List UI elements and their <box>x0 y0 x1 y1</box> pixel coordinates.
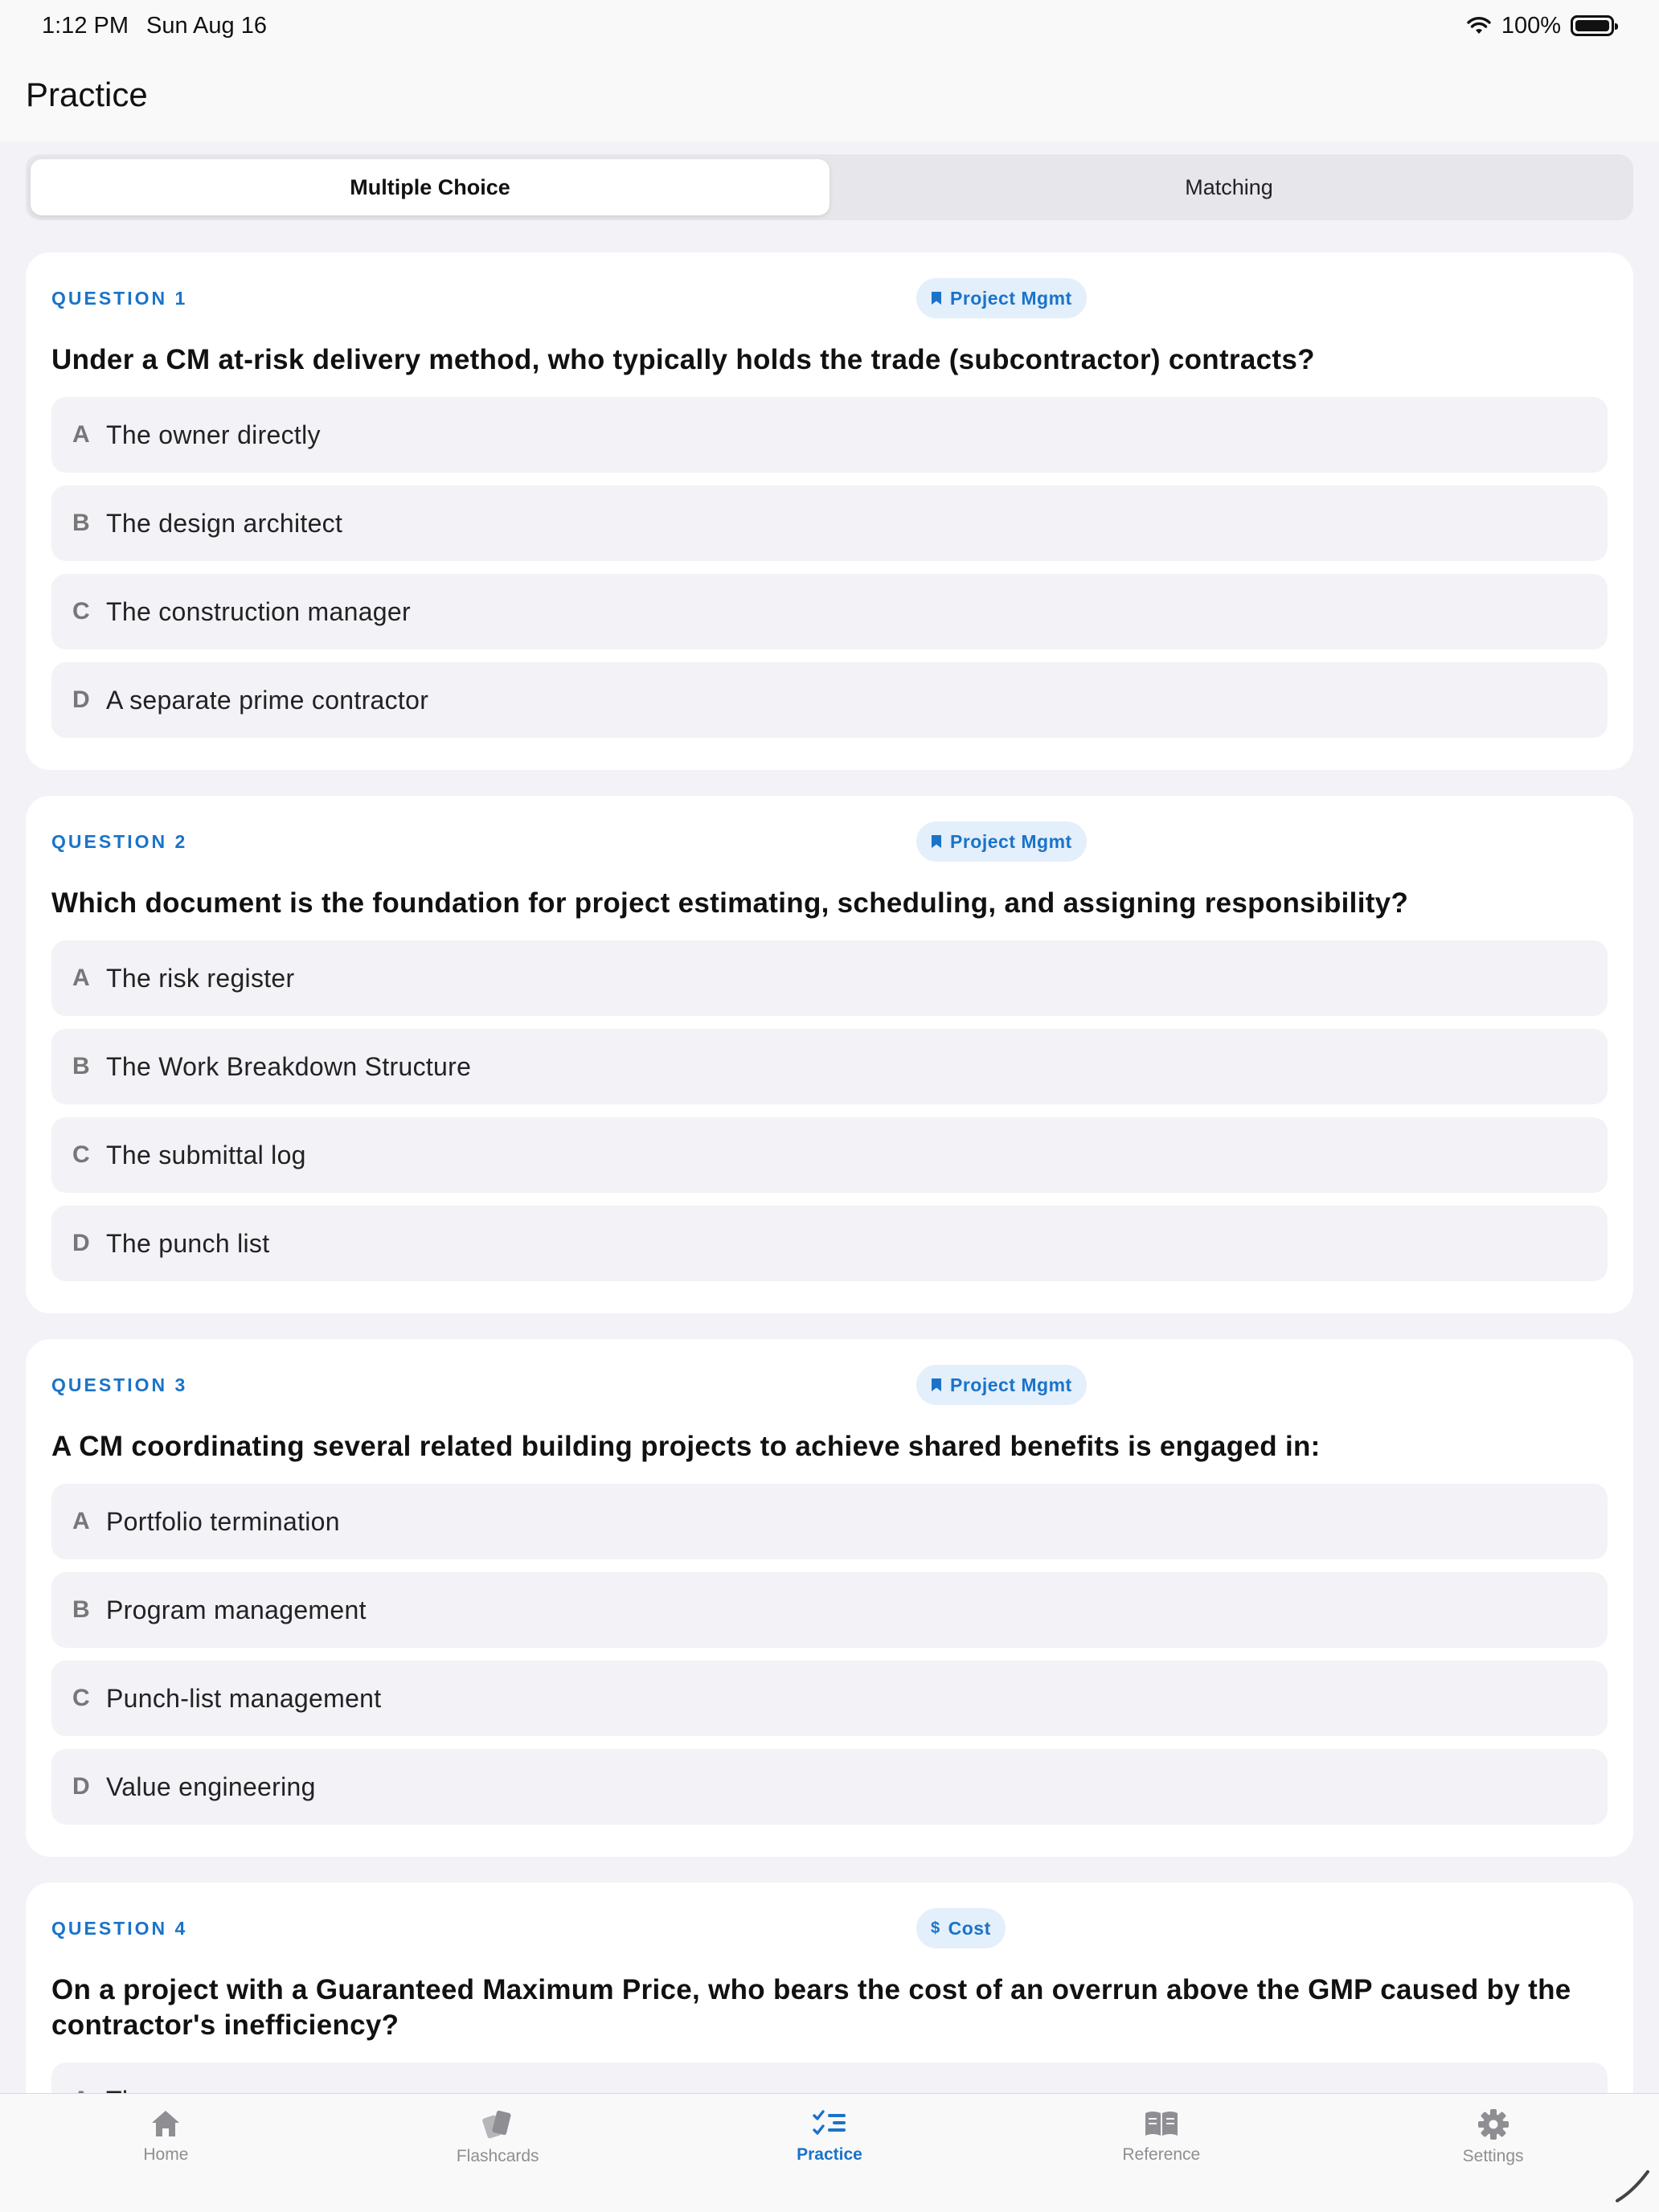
answer-option[interactable] <box>51 1029 1608 1104</box>
option-letter: D <box>72 1230 90 1256</box>
question-number: QUESTION 4 <box>51 1918 188 1939</box>
option-letter: B <box>72 1596 90 1623</box>
tab-reference[interactable] <box>995 2094 1327 2212</box>
nav-header <box>0 51 1659 141</box>
option-letter: C <box>72 1685 90 1711</box>
tab-practice[interactable] <box>664 2094 996 2212</box>
category-tag <box>916 1365 1087 1405</box>
answer-option[interactable] <box>51 1484 1608 1559</box>
question-card <box>26 1339 1633 1857</box>
option-text: The owner directly <box>106 420 321 449</box>
tab-settings[interactable] <box>1327 2094 1659 2212</box>
answer-option[interactable] <box>51 574 1608 649</box>
category-tag <box>916 821 1087 862</box>
answer-option[interactable] <box>51 1206 1608 1281</box>
page-title: Practice <box>26 76 148 113</box>
option-letter: A <box>72 1508 90 1534</box>
category-tag-label: Project Mgmt <box>950 1374 1072 1395</box>
scribble-indicator-icon <box>1612 2164 1654 2206</box>
question-number: QUESTION 2 <box>51 831 188 852</box>
answer-option[interactable] <box>51 1749 1608 1825</box>
status-time: 1:12 PM <box>42 12 129 39</box>
tab-home[interactable] <box>0 2094 332 2212</box>
option-text: A separate prime contractor <box>106 685 429 715</box>
option-text: The Work Breakdown Structure <box>106 1051 472 1081</box>
option-text: The risk register <box>106 963 295 993</box>
category-tag-label: Project Mgmt <box>950 830 1072 852</box>
answer-option[interactable] <box>51 485 1608 561</box>
question-text: Under a CM at-risk delivery method, who typically holds the trade (subcontractor) contracts? <box>51 344 1315 375</box>
option-text: Punch-list management <box>106 1683 382 1713</box>
status-left <box>42 13 267 39</box>
answer-option[interactable] <box>51 1117 1608 1193</box>
status-bar <box>0 0 1659 51</box>
option-letter: C <box>72 1141 90 1168</box>
tab-reference-label: Reference <box>1122 2145 1201 2164</box>
option-text: The construction manager <box>106 596 411 626</box>
option-text: The submittal log <box>106 1140 306 1169</box>
option-letter: A <box>72 965 90 991</box>
question-card <box>26 252 1633 770</box>
tab-practice-label: Practice <box>797 2145 862 2164</box>
category-tag <box>916 1908 1006 1948</box>
status-right <box>1466 13 1614 39</box>
category-tag-label: Cost <box>948 1917 991 1939</box>
category-tag <box>916 278 1087 318</box>
tab-bar <box>0 2093 1659 2212</box>
question-card <box>26 1882 1633 2093</box>
option-text: Value engineering <box>106 1772 316 1801</box>
question-card <box>26 796 1633 1313</box>
battery-icon <box>1571 15 1614 36</box>
gear-icon <box>1477 2108 1509 2140</box>
segment-multiple-choice[interactable]: Multiple Choice <box>31 159 830 215</box>
option-letter: D <box>72 1773 90 1800</box>
answer-option[interactable] <box>51 1661 1608 1736</box>
battery-percent: 100% <box>1501 12 1561 39</box>
option-text: The punch list <box>106 1228 270 1258</box>
answer-option[interactable] <box>51 940 1608 1016</box>
tab-settings-label: Settings <box>1462 2147 1524 2165</box>
house-icon <box>150 2108 182 2139</box>
status-date: Sun Aug 16 <box>146 12 267 39</box>
checklist-icon <box>812 2108 847 2139</box>
tab-home-label: Home <box>143 2145 189 2164</box>
cards-icon <box>480 2108 515 2140</box>
dollar-icon: $ <box>931 1919 940 1937</box>
question-text: Which document is the foundation for project estimating, scheduling, and assigning responsibility? <box>51 887 1409 919</box>
answer-option[interactable] <box>51 397 1608 473</box>
option-letter: B <box>72 1053 90 1079</box>
option-text: The design architect <box>106 508 343 538</box>
book-icon <box>1143 2108 1180 2139</box>
question-text: On a project with a Guaranteed Maximum Price, who bears the cost of an overrun above the GMP caused by the contractor's inefficiency? <box>51 1974 1571 2041</box>
option-letter: B <box>72 510 90 536</box>
option-text: Portfolio termination <box>106 1506 340 1536</box>
answer-option[interactable] <box>51 1572 1608 1648</box>
tab-flashcards[interactable] <box>332 2094 664 2212</box>
segment-matching[interactable]: Matching <box>1185 174 1273 199</box>
option-text: Program management <box>106 1595 367 1624</box>
bookmark-icon <box>931 291 942 305</box>
question-number: QUESTION 3 <box>51 1374 188 1395</box>
bookmark-icon <box>931 834 942 849</box>
category-tag-label: Project Mgmt <box>950 287 1072 309</box>
option-letter: D <box>72 686 90 713</box>
option-letter: C <box>72 598 90 625</box>
practice-mode-segmented-control <box>26 154 1633 220</box>
answer-option[interactable] <box>51 662 1608 738</box>
bookmark-icon <box>931 1378 942 1392</box>
question-text: A CM coordinating several related building projects to achieve shared benefits is engaged in: <box>51 1431 1321 1462</box>
question-number: QUESTION 1 <box>51 288 188 309</box>
option-letter: A <box>72 421 90 448</box>
wifi-icon <box>1466 16 1492 35</box>
tab-flashcards-label: Flashcards <box>456 2147 539 2165</box>
